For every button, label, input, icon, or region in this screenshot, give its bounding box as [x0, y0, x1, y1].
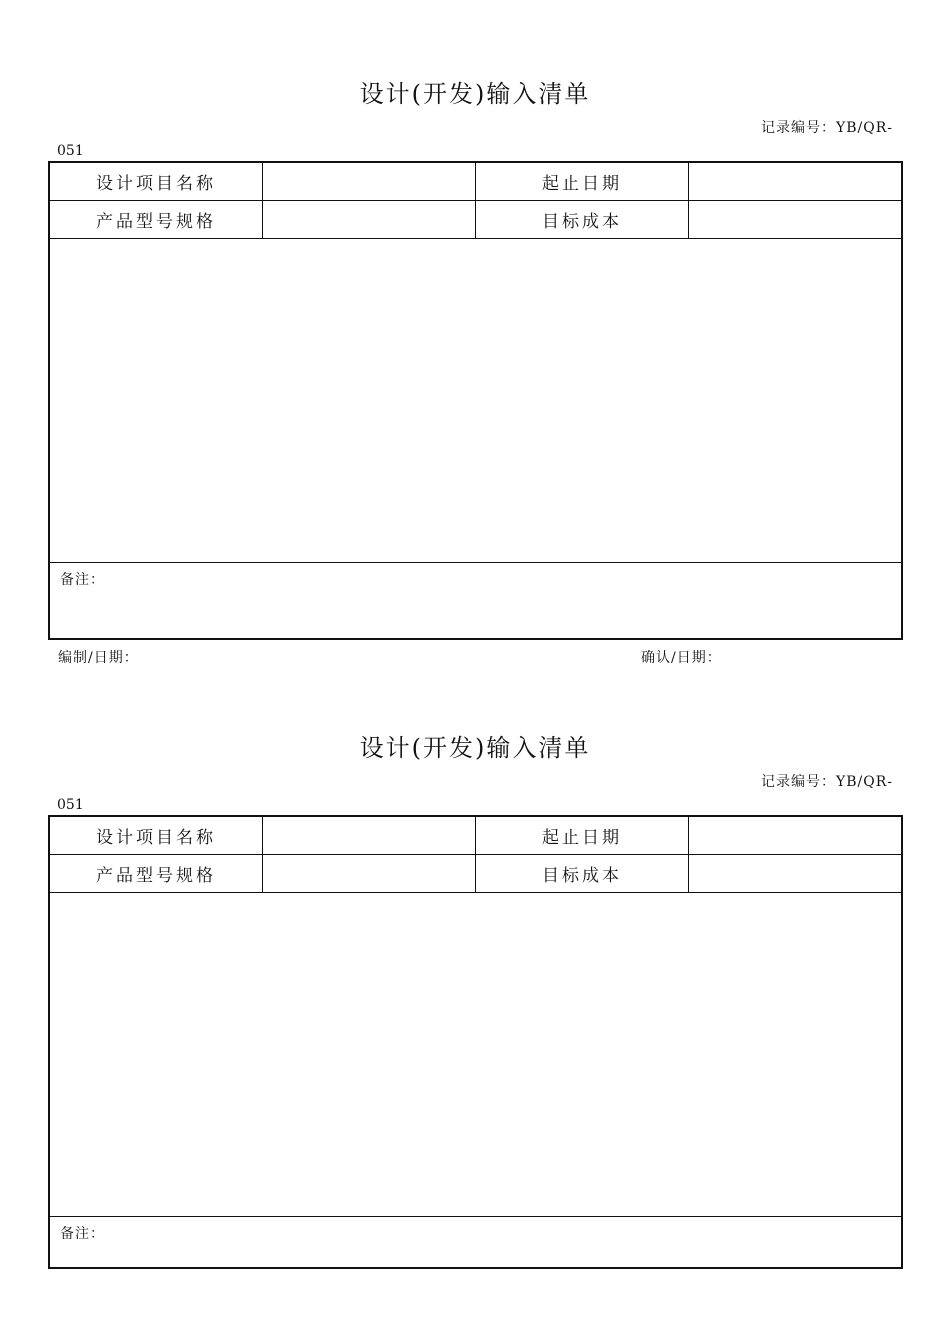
target-cost-field[interactable] [689, 855, 901, 892]
table-row [50, 201, 901, 239]
record-number-suffix: 051 [57, 797, 84, 813]
record-number: 记录编号：YB/QR- [761, 774, 893, 790]
model-spec-field[interactable] [263, 201, 476, 238]
date-range-label: 起止日期 [476, 163, 689, 200]
form-table [48, 815, 903, 1269]
project-name-label: 设计项目名称 [50, 817, 263, 854]
date-range-field[interactable] [689, 163, 901, 200]
remark-area[interactable] [50, 1217, 901, 1267]
content-area[interactable] [50, 893, 901, 1217]
model-spec-label: 产品型号规格 [50, 855, 263, 892]
remark-label: 备注： [60, 1226, 105, 1242]
content-area[interactable] [50, 239, 901, 563]
table-row [50, 855, 901, 893]
form-title: 设计(开发)输入清单 [359, 80, 591, 108]
model-spec-field[interactable] [263, 855, 476, 892]
model-spec-label: 产品型号规格 [50, 201, 263, 238]
form-title: 设计(开发)输入清单 [359, 734, 591, 762]
record-number-suffix: 051 [57, 143, 84, 159]
project-name-label: 设计项目名称 [50, 163, 263, 200]
form-table [48, 161, 903, 640]
target-cost-field[interactable] [689, 201, 901, 238]
confirmed-by-date: 确认/日期： [641, 650, 722, 666]
remark-area[interactable] [50, 563, 901, 638]
table-row [50, 163, 901, 201]
project-name-field[interactable] [263, 817, 476, 854]
prepared-by-date: 编制/日期： [58, 650, 139, 666]
record-number: 记录编号：YB/QR- [761, 120, 893, 136]
table-row [50, 817, 901, 855]
project-name-field[interactable] [263, 163, 476, 200]
remark-label: 备注： [60, 572, 105, 588]
target-cost-label: 目标成本 [476, 201, 689, 238]
date-range-field[interactable] [689, 817, 901, 854]
date-range-label: 起止日期 [476, 817, 689, 854]
target-cost-label: 目标成本 [476, 855, 689, 892]
